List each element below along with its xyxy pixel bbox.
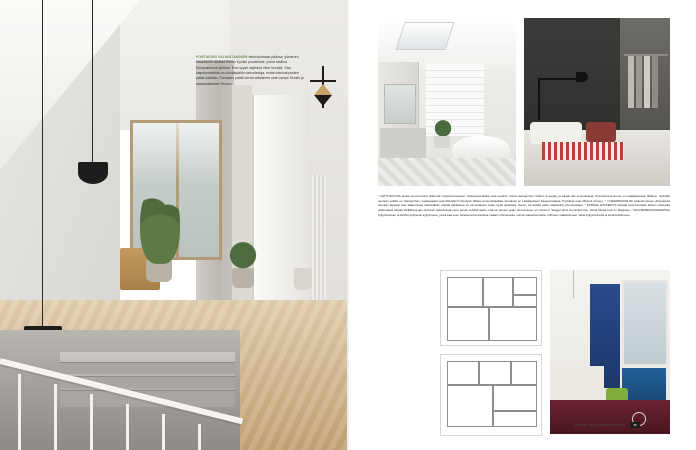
left-photo-caption xyxy=(196,55,304,87)
pillow xyxy=(530,122,582,144)
floor-plan-lower xyxy=(440,354,542,436)
page-number: 35 xyxy=(630,422,639,428)
pendant-cord-1 xyxy=(92,0,93,166)
bathroom-photo xyxy=(378,18,516,186)
folio-text: JOURNAL DER GLÄSERNEN HÜTTE xyxy=(574,424,626,427)
caption-lead: PORTAIDEN VALMISTAMINEN xyxy=(196,55,248,59)
rail-post xyxy=(162,414,165,450)
pendant-lamp-1 xyxy=(78,162,108,184)
cushion xyxy=(586,122,616,142)
globe-pendant-lamp xyxy=(566,298,582,314)
pendant-cord-2 xyxy=(42,0,43,330)
rail-post xyxy=(90,394,93,450)
rail-post xyxy=(54,384,57,450)
blue-room-photo xyxy=(550,270,670,434)
radiator xyxy=(312,175,326,305)
folio xyxy=(574,422,640,428)
article-body-text: * KATTOIKKUNA antaa luonnonvaloa yläkerran kylpyhuoneeseen. Käsienpesuallaat ovat Laufeni, hanat Hansgrohen Citterio S-sarjaa, ja kaapit ilse suunniteltuja. Kiviimassa-ammme on Laakkajoloisen Balteco. Seinään upotettu suihku on Hansgrohen. Laatiapaalat ovat Marrakech Designin Milano-sementtilaattaa. Seinässä on Laatlapisteen Faaseti-laattaa. Pyyhkeet ovat Missoni Homen. * YLÄKERRASSA lilli makuuhuoneen yhteydessä sarnaan tappaan kuin alakerrassa ruokasallnis. Alpidel pakkisissa on samanlainen maku myös vaaleissa, Teemu Iuo Emille uskin vaalittuiksi lyhmetsoitaan. * KORKEA HUONEKOT tahvaat ovat harmaita, lukuun ottamatta yläkerrassa eleväa värikilöä-pojan huoneen tarkoitmista evea. Ennik vehdött aastu, että svi pienen pojan huoneeseen on erityinen. Sängyn Enni suunnitteli itse. Vilma Almaa-tuoli on Magisian. * KAUNIIMMAKSONKERTAA kylpyhuoneen ja kehitin,erityisesti kylpyhuone, jonka kaa seen lukuisemmat anistoita vaalein olohuonetta, suima makuuhuonetta, erittrieen vaaleistuneet, tabiä kylpyhuonetta ja kodinhoitohuone. xyxy=(378,194,670,217)
stair-tread xyxy=(60,362,235,374)
vanity-unit xyxy=(380,128,426,158)
floor-vase xyxy=(294,268,312,290)
caption-text: betonipuhtaan pääosa, ylävarren tasanteelle odottaa Reimo Kyöski puustelaite, jonka matlina Ennipuseensa lyhtönä. Ensi syysti näyttävä viher kevetjä. Osa kaiputtosvalinta on ulkokäytällön tarkoitetluja, mutta toimivat puiden päälä siskiläin. Portaiden päälä olevat valaisimet ovat Lampe Grasin ja seinävalaisimet Remon. xyxy=(196,55,304,86)
wall-lamp-head xyxy=(576,72,588,82)
mirror xyxy=(384,84,416,124)
rail-post xyxy=(126,404,129,450)
skylight xyxy=(395,22,454,50)
floor-plan-upper xyxy=(440,270,542,346)
wall-lamp-post xyxy=(538,78,540,120)
palm-plant xyxy=(140,182,180,264)
window xyxy=(622,280,668,366)
wall-lamp-arm xyxy=(540,78,580,80)
plant-pot xyxy=(434,136,450,148)
left-page xyxy=(0,0,347,450)
patterned-floor xyxy=(378,158,516,186)
rail-post xyxy=(198,424,201,450)
potted-plant xyxy=(226,230,260,272)
red-rug xyxy=(550,400,670,434)
striped-throw xyxy=(542,142,624,160)
window-light xyxy=(133,123,219,183)
arrow-cross-mark-icon xyxy=(310,66,336,108)
rail-post xyxy=(18,374,21,450)
plant xyxy=(432,114,454,138)
right-page xyxy=(349,0,696,450)
bedroom-photo xyxy=(524,18,670,186)
